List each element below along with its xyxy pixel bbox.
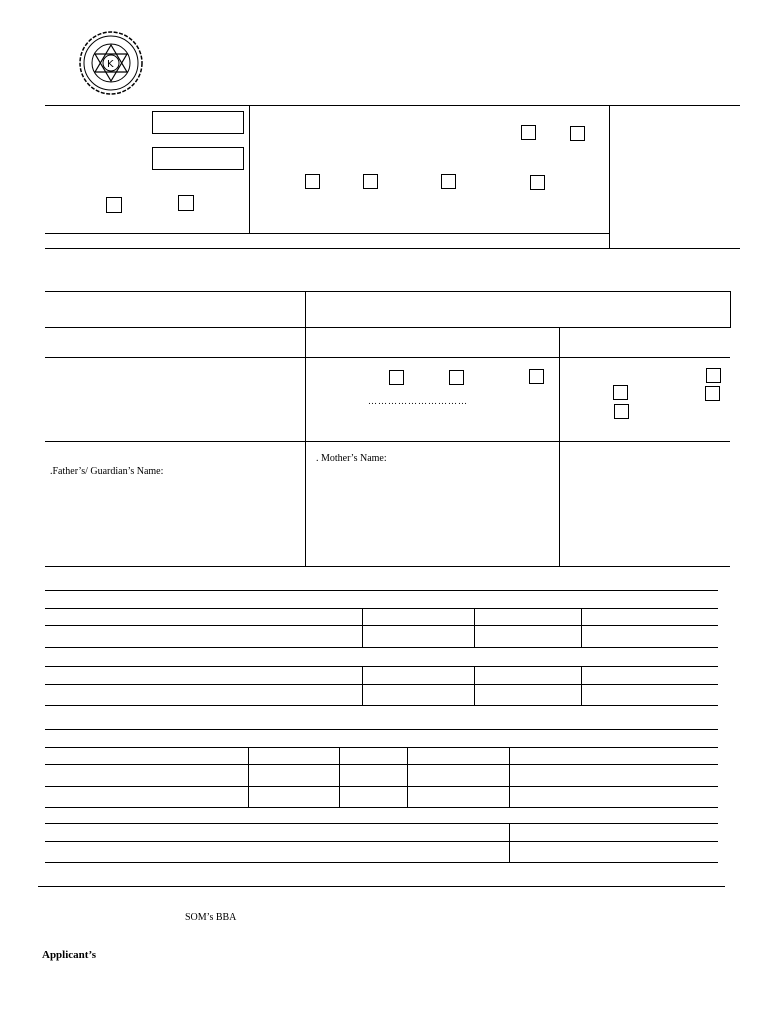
option-checkbox-2[interactable]: [178, 195, 194, 211]
academic-rule-7: [45, 705, 718, 706]
personal-divider-2: [559, 327, 560, 566]
exam-col-4: [509, 747, 510, 807]
date-field[interactable]: [152, 147, 244, 170]
program-checkbox-5[interactable]: [441, 174, 456, 189]
top-divider-right: [609, 105, 610, 248]
academic-col-1: [362, 608, 363, 647]
footer-rule: [38, 886, 725, 887]
academic-rule-6: [45, 684, 718, 685]
personal-divider-1: [305, 291, 306, 566]
academic-rule-5: [45, 666, 718, 667]
work-rule-1: [45, 823, 718, 824]
top-section-inner-rule: [45, 233, 610, 234]
program-checkbox-6[interactable]: [530, 175, 545, 190]
top-section-bottom-rule: [45, 248, 740, 249]
svg-text:K: K: [107, 59, 114, 70]
top-divider-left: [249, 105, 250, 233]
gender-checkbox-2[interactable]: [449, 370, 464, 385]
program-checkbox-2[interactable]: [570, 126, 585, 141]
exam-rule-4: [45, 786, 718, 787]
gender-checkbox-3[interactable]: [529, 369, 544, 384]
university-seal-logo: [78, 30, 144, 96]
category-checkbox-4[interactable]: [614, 404, 629, 419]
exam-col-2: [339, 747, 340, 807]
work-rule-2: [45, 841, 718, 842]
personal-rule-3: [45, 441, 730, 442]
exam-col-3: [407, 747, 408, 807]
exam-rule-1: [45, 729, 718, 730]
program-checkbox-3[interactable]: [305, 174, 320, 189]
other-specify-dotted-line: …………………………: [368, 396, 468, 406]
academic-rule-2: [45, 608, 718, 609]
applicant-label: Applicant’s: [42, 949, 96, 961]
category-checkbox-3[interactable]: [705, 386, 720, 401]
mother-name-label: . Mother’s Name:: [316, 453, 387, 464]
exam-rule-5: [45, 807, 718, 808]
personal-bottom-rule: [45, 566, 730, 567]
program-checkbox-4[interactable]: [363, 174, 378, 189]
personal-top-rule: [45, 291, 305, 292]
personal-rule-1: [45, 327, 730, 328]
work-col-1: [509, 823, 510, 862]
academic-col-4: [362, 666, 363, 705]
program-name-text: SOM’s BBA: [185, 912, 237, 923]
academic-rule-3: [45, 625, 718, 626]
academic-rule-4: [45, 647, 718, 648]
form-number-field[interactable]: [152, 111, 244, 134]
academic-rule-1: [45, 590, 718, 591]
personal-rule-2: [45, 357, 730, 358]
exam-rule-3: [45, 764, 718, 765]
exam-rule-2: [45, 747, 718, 748]
top-section-top-rule: [45, 105, 740, 106]
academic-col-5: [474, 666, 475, 705]
gender-checkbox-1[interactable]: [389, 370, 404, 385]
academic-col-6: [581, 666, 582, 705]
work-rule-3: [45, 862, 718, 863]
exam-col-1: [248, 747, 249, 807]
option-checkbox-1[interactable]: [106, 197, 122, 213]
father-guardian-name-label: .Father’s/ Guardian’s Name:: [50, 466, 164, 477]
academic-col-2: [474, 608, 475, 647]
category-checkbox-1[interactable]: [706, 368, 721, 383]
name-field-box[interactable]: [305, 291, 731, 328]
program-checkbox-1[interactable]: [521, 125, 536, 140]
academic-col-3: [581, 608, 582, 647]
category-checkbox-2[interactable]: [613, 385, 628, 400]
